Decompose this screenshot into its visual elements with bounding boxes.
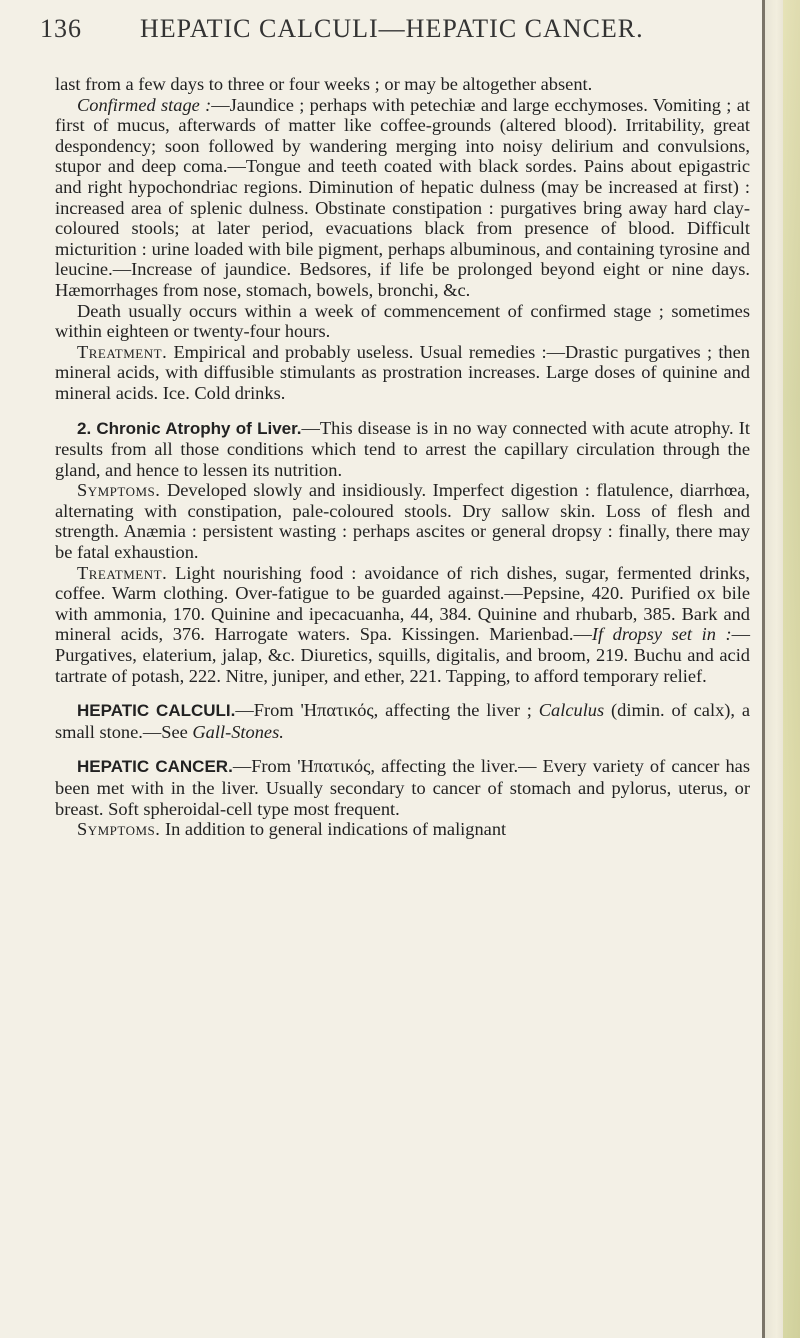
paragraph-confirmed-stage	[55, 95, 750, 301]
entry-hepatic-calculi	[55, 700, 750, 742]
treatment-text-2a: Light nourishing food : avoidance of rich dishes, sugar, fermented drinks, coffee. Warm clothing. Over-fatigue to be guarded against.—Pepsine, 420. Purified ox bile with ammonia, 170. Quinine and ipecacuanha, 44, 384. Quinine and rhubarb, 385. Bark and mineral acids, 376. Harrogate waters. Spa. Kissingen. Marienbad.—	[55, 562, 750, 645]
section-title: Chronic Atrophy of Liver.	[96, 418, 302, 438]
page-number: 136	[40, 14, 82, 43]
confirmed-stage-label: Confirmed stage :	[77, 94, 212, 115]
paragraph-symptoms-chronic	[55, 480, 750, 562]
entry-hepatic-cancer	[55, 756, 750, 819]
adjacent-page-edge	[762, 0, 800, 1338]
body-text	[55, 74, 750, 840]
symptoms-text-2: In addition to general indications of malignant	[160, 819, 507, 840]
dropsy-italic: If dropsy set in :	[591, 624, 732, 645]
symptoms-text: Developed slowly and insidiously. Imperfect digestion : flatulence, diarrhœa, alternating with constipation, pale-coloured stools. Dry sallow skin. Loss of flesh and strength. Anæmia : persistent wasting : perhaps ascites or general dropsy : finally, there may be fatal exhaustion.	[55, 480, 750, 563]
symptoms-label: Symptoms.	[77, 480, 161, 501]
entry-title-cancer: HEPATIC CANCER.	[77, 757, 233, 777]
calculus-italic: Calculus	[538, 700, 605, 721]
entry-text-a: —From 'Ηπατικός, affecting the liver ;	[235, 700, 539, 721]
running-head	[40, 14, 740, 54]
gall-stones-italic: Gall-Stones.	[192, 721, 284, 742]
paragraph-symptoms-cancer	[55, 819, 750, 840]
entry-text-b: (dimin. of calx), a small stone.—See	[55, 700, 750, 742]
section-chronic-atrophy	[55, 418, 750, 481]
entry-title-calculi: HEPATIC CALCULI.	[77, 701, 236, 721]
treatment-label: Treatment.	[77, 341, 168, 362]
paragraph-treatment-acute	[55, 342, 750, 404]
section-text: —This disease is in no way connected with acute atrophy. It results from all those conditions which tend to arrest the capillary circulation through the gland, and hence to lessen its nutrition.	[55, 417, 750, 480]
page-edge-tint	[783, 0, 800, 1338]
treatment-text: Empirical and probably useless. Usual remedies :—Drastic purgatives ; then mineral acids, with diffusible stimulants as prostration increases. Large doses of quinine and mineral acids. Ice. Cold drinks.	[55, 341, 750, 403]
entry-text-cancer: —From 'Ηπατικός, affecting the liver.— Every variety of cancer has been met with in the liver. Usually secondary to cancer of stomach and pylorus, uterus, or breast. Soft spheroidal-cell type most frequent.	[55, 756, 750, 819]
paragraph-treatment-chronic	[55, 563, 750, 687]
paragraph-death: Death usually occurs within a week of commencement of confirmed stage ; sometimes within eighteen or twenty-four hours.	[55, 300, 750, 342]
confirmed-stage-text: —Jaundice ; perhaps with petechiæ and large ecchymoses. Vomiting ; at first of mucus, afterwards of matter like coffee-grounds (altered blood). Irritability, great despondency; soon followed by wandering merging into noisy delirium and convulsions, stupor and deep coma.—Tongue and teeth coated with black sordes. Pains about epigastric and right hypochondriac regions. Diminution of hepatic dulness (may be increased at first) : increased area of splenic dulness. Obstinate constipation : purgatives bring away hard clay-coloured stools; at later period, evacuations black from presence of blood. Difficult micturition : urine loaded with bile pigment, perhaps albuminous, and containing tyrosine and leucine.—Increase of jaundice. Bedsores, if life be prolonged beyond eight or nine days. Hæmorrhages from nose, stomach, bowels, bronchi, &c.	[55, 94, 750, 300]
treatment-text-2b: —Purgatives, elaterium, jalap, &c. Diuretics, squills, digitalis, and broom, 219. Buchu and acid tartrate of potash, 222. Nitre, juniper, and ether, 221. Tapping, to afford temporary relief.	[55, 624, 750, 686]
running-title: HEPATIC CALCULI—HEPATIC CANCER.	[140, 14, 644, 43]
paragraph-continuation: last from a few days to three or four weeks ; or may be altogether absent.	[55, 74, 593, 94]
treatment-label-2: Treatment.	[77, 562, 168, 583]
symptoms-label-2: Symptoms.	[77, 819, 161, 840]
section-number: 2.	[77, 418, 92, 438]
